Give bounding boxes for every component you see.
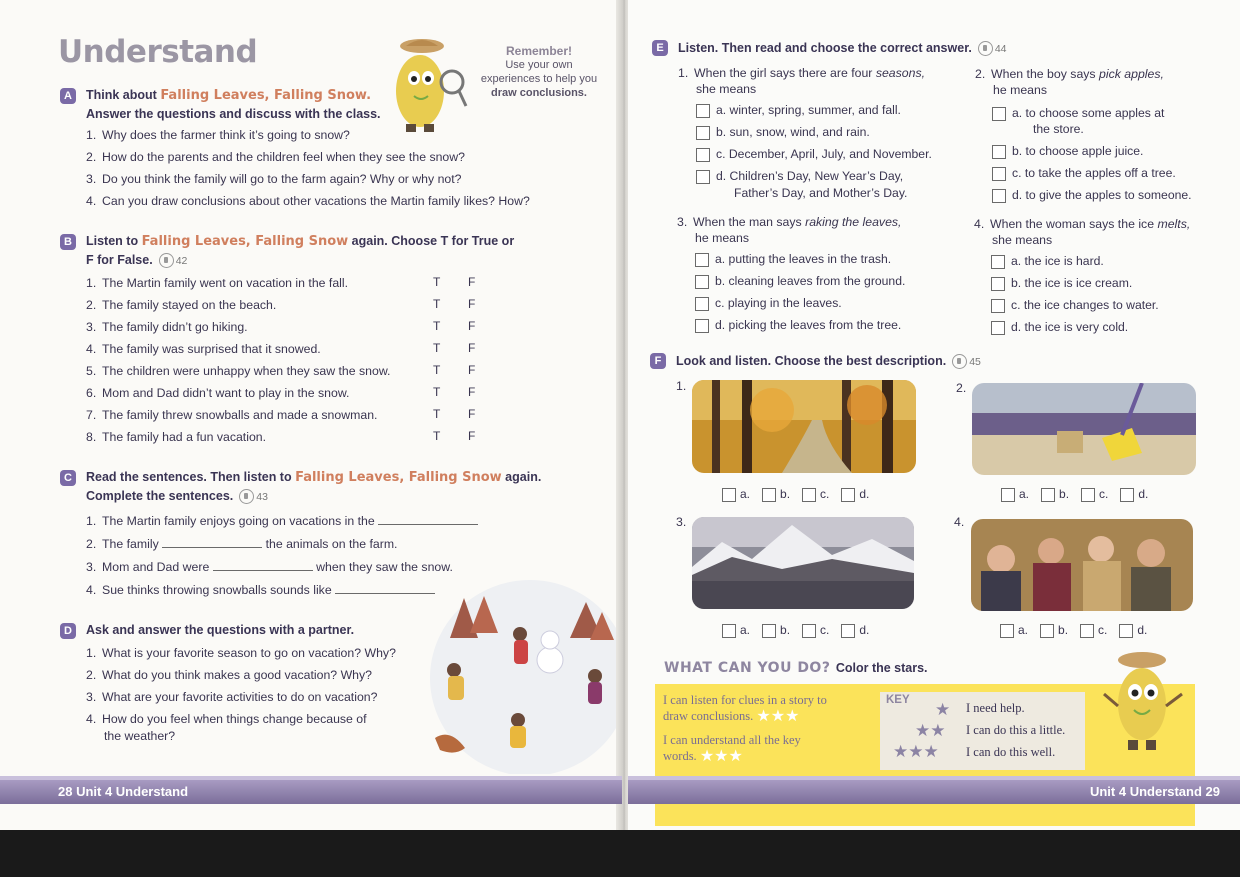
question-item: 3. Do you think the family will go to the farm again? Why or why not? [86, 172, 462, 186]
checkbox[interactable] [696, 104, 710, 118]
checkbox[interactable] [841, 488, 855, 502]
true-false-item: 2. The family stayed on the beach. [86, 298, 277, 312]
section-f-instruction: Look and listen. Choose the best description. 45 [676, 352, 981, 371]
true-false-item: 4. The family was surprised that it snowed. [86, 342, 321, 356]
false-option[interactable]: F [468, 385, 476, 399]
answer-blank[interactable] [335, 584, 435, 594]
false-option[interactable]: F [468, 297, 476, 311]
answer-option[interactable]: d. Children’s Day, New Year’s Day, [696, 169, 903, 184]
key-label: I need help. [966, 701, 1025, 715]
answer-option[interactable]: c. playing in the leaves. [695, 296, 842, 311]
section-a-instruction [86, 86, 381, 123]
false-option[interactable]: F [468, 341, 476, 355]
remember-line: Use your own [505, 59, 573, 71]
audio-icon[interactable] [978, 41, 993, 56]
question-stem: she means [696, 82, 757, 96]
true-option[interactable]: T [433, 407, 441, 421]
question-stem: she means [992, 233, 1053, 247]
false-option[interactable]: F [468, 275, 476, 289]
question-item-continuation: the weather? [104, 729, 176, 743]
true-false-item: 3. The family didn’t go hiking. [86, 320, 248, 334]
section-b-instruction: Listen to Falling Leaves, Falling Snow again. Choose T for True or F for False. 42 [86, 232, 514, 270]
checkbox[interactable] [1120, 488, 1134, 502]
checkbox[interactable] [696, 148, 710, 162]
checkbox[interactable] [722, 624, 736, 638]
checkbox[interactable] [696, 126, 710, 140]
section-badge-e: E [652, 40, 668, 56]
question-stem: he means [993, 83, 1048, 97]
answer-option-continuation: Father’s Day, and Mother’s Day. [734, 186, 908, 200]
star-icon: ★★★ [893, 742, 939, 761]
answer-option[interactable]: d. to give the apples to someone. [992, 188, 1192, 203]
checkbox[interactable] [1040, 624, 1054, 638]
true-option[interactable]: T [433, 363, 441, 377]
false-option[interactable]: F [468, 319, 476, 333]
question-item: 3. What are your favorite activities to do on vacation? [86, 690, 378, 704]
checkbox[interactable] [696, 170, 710, 184]
instruction-text: Think about [86, 88, 161, 102]
true-false-item: 8. The family had a fun vacation. [86, 430, 267, 444]
photo-number: 1. [676, 379, 687, 393]
star-icon[interactable]: ★ [728, 748, 743, 766]
answer-option[interactable]: d. picking the leaves from the tree. [695, 318, 901, 333]
story-title: Falling Leaves, Falling Snow. [160, 88, 372, 103]
checkbox[interactable] [1001, 488, 1015, 502]
checkbox[interactable] [991, 255, 1005, 269]
section-badge-d: D [60, 623, 76, 639]
photo-beach-sandcastle [972, 383, 1196, 475]
audio-track[interactable]: 45 [952, 353, 981, 371]
section-e-instruction: Listen. Then read and choose the correct answer. 44 [678, 39, 1007, 58]
audio-track[interactable]: 44 [978, 40, 1007, 58]
checkbox[interactable] [1080, 624, 1094, 638]
true-option[interactable]: T [433, 319, 441, 333]
what-can-you-do-heading: WHAT CAN YOU DO? Color the stars. [664, 660, 928, 676]
section-badge-f: F [650, 353, 666, 369]
star-icon[interactable]: ★ [785, 708, 800, 726]
audio-track[interactable]: 42 [159, 252, 188, 270]
checkbox[interactable] [992, 189, 1006, 203]
question-item: 2. What do you think makes a good vacation? Why? [86, 668, 372, 682]
page-title: Understand [58, 34, 258, 70]
photo-autumn-forest [692, 380, 916, 473]
question-stem: 4. When the woman says the ice melts, [974, 217, 1191, 231]
answer-blank[interactable] [213, 561, 313, 571]
star-icon: ★ [935, 700, 951, 719]
question-stem: 1. When the girl says there are four seasons, [678, 66, 926, 80]
answer-option[interactable]: c. December, April, July, and November. [696, 147, 932, 162]
true-false-item: 1. The Martin family went on vacation in the fall. [86, 276, 349, 290]
star-icon: ★★ [915, 721, 946, 740]
checkbox[interactable] [1081, 488, 1095, 502]
key-title: KEY [886, 694, 910, 706]
snow-scene-illustration [430, 578, 620, 774]
true-option[interactable]: T [433, 341, 441, 355]
answer-blank[interactable] [378, 515, 478, 525]
can-do-statement-1: I can listen for clues in a story to draw conclusions. ★★★ [663, 693, 827, 726]
false-option[interactable]: F [468, 363, 476, 377]
star-key [880, 692, 1085, 770]
story-title: Falling Leaves, Falling Snow [295, 470, 502, 485]
true-option[interactable]: T [433, 429, 441, 443]
photo-snowy-mountains [692, 517, 914, 609]
question-item: 1. What is your favorite season to go on vacation? Why? [86, 646, 396, 660]
answer-option-continuation: the store. [1033, 122, 1084, 136]
checkbox[interactable] [722, 488, 736, 502]
true-option[interactable]: T [433, 275, 441, 289]
can-do-statement-2: I can understand all the key words. ★★★ [663, 733, 801, 766]
checkbox[interactable] [992, 107, 1006, 121]
answer-option[interactable]: a. putting the leaves in the trash. [695, 252, 891, 267]
photo-family-campfire [971, 519, 1193, 611]
photo-4-choices: a. b. c. d. [1000, 623, 1147, 638]
photo-2-choices: a. b. c. d. [1001, 487, 1148, 502]
audio-icon[interactable] [239, 489, 254, 504]
checkbox[interactable] [991, 277, 1005, 291]
checkbox[interactable] [802, 624, 816, 638]
checkbox[interactable] [695, 275, 709, 289]
answer-option[interactable]: a. winter, spring, summer, and fall. [696, 103, 901, 118]
answer-option[interactable]: b. to choose apple juice. [992, 144, 1143, 159]
instruction-text: Answer the questions and discuss with the class. [86, 107, 381, 121]
checkbox[interactable] [802, 488, 816, 502]
answer-option[interactable]: b. the ice is ice cream. [991, 276, 1132, 291]
checkbox[interactable] [992, 145, 1006, 159]
true-option[interactable]: T [433, 297, 441, 311]
question-item: 4. How do you feel when things change because of [86, 712, 367, 726]
answer-option[interactable]: c. to take the apples off a tree. [992, 166, 1176, 181]
answer-option[interactable]: a. the ice is hard. [991, 254, 1104, 269]
checkbox[interactable] [762, 488, 776, 502]
question-item: 2. How do the parents and the children feel when they see the snow? [86, 150, 465, 164]
remember-tip [474, 44, 604, 100]
question-item: 4. Can you draw conclusions about other vacations the Martin family likes? How? [86, 194, 530, 208]
fill-in-item: 4. Sue thinks throwing snowballs sounds like [86, 582, 435, 598]
checkbox[interactable] [695, 319, 709, 333]
story-title: Falling Leaves, Falling Snow [141, 234, 349, 249]
answer-option[interactable]: a. to choose some apples at [992, 106, 1164, 121]
key-label: I can do this well. [966, 745, 1056, 759]
mascot-illustration [1100, 646, 1186, 756]
audio-icon[interactable] [159, 253, 174, 268]
section-c-instruction: Read the sentences. Then listen to Falling Leaves, Falling Snow again. Complete the sentences. 43 [86, 468, 541, 506]
mascot-illustration [384, 36, 474, 136]
star-icon[interactable]: ★ [770, 708, 786, 726]
section-badge-b: B [60, 234, 76, 250]
checkbox[interactable] [1041, 488, 1055, 502]
true-false-item: 5. The children were unhappy when they saw the snow. [86, 364, 391, 378]
remember-line: experiences to help you [480, 73, 598, 85]
question-stem: 2. When the boy says pick apples, [975, 67, 1164, 81]
checkbox[interactable] [695, 253, 709, 267]
question-stem: he means [695, 231, 750, 245]
true-false-item: 7. The family threw snowballs and made a snowman. [86, 408, 378, 422]
checkbox[interactable] [841, 624, 855, 638]
star-icon[interactable]: ★ [756, 708, 771, 726]
photo-number: 4. [954, 515, 965, 529]
fill-in-item: 1. The Martin family enjoys going on vacations in the [86, 513, 478, 529]
fill-in-item: 3. Mom and Dad were when they saw the snow. [86, 560, 453, 574]
true-option[interactable]: T [433, 385, 441, 399]
answer-option[interactable]: d. the ice is very cold. [991, 320, 1128, 335]
checkbox[interactable] [695, 297, 709, 311]
answer-blank[interactable] [162, 538, 262, 548]
key-label: I can do this a little. [966, 723, 1066, 737]
section-badge-c: C [60, 470, 76, 486]
checkbox[interactable] [991, 321, 1005, 335]
audio-track[interactable]: 43 [239, 488, 268, 506]
page-footer-right: Unit 4 Understand 29 [628, 780, 1240, 804]
photo-number: 3. [676, 515, 687, 529]
question-stem: 3. When the man says raking the leaves, [677, 215, 902, 229]
answer-option[interactable]: b. cleaning leaves from the ground. [695, 274, 905, 289]
remember-line: draw conclusions. [491, 87, 587, 99]
photo-number: 2. [956, 381, 967, 395]
star-icon[interactable]: ★ [699, 748, 715, 766]
fill-in-item: 2. The family the animals on the farm. [86, 537, 398, 551]
checkbox[interactable] [991, 299, 1005, 313]
checkbox[interactable] [1119, 624, 1133, 638]
checkbox[interactable] [992, 167, 1006, 181]
star-icon[interactable]: ★ [714, 748, 729, 766]
answer-option[interactable]: c. the ice changes to water. [991, 298, 1159, 313]
section-badge-a: A [60, 88, 76, 104]
photo-3-choices: a. b. c. d. [722, 623, 869, 638]
photo-1-choices: a. b. c. d. [722, 487, 869, 502]
false-option[interactable]: F [468, 429, 476, 443]
answer-option[interactable]: b. sun, snow, wind, and rain. [696, 125, 870, 140]
left-page [0, 0, 622, 830]
section-d-instruction: Ask and answer the questions with a partner. [86, 623, 355, 637]
audio-icon[interactable] [952, 354, 967, 369]
remember-title: Remember! [505, 44, 573, 58]
checkbox[interactable] [1000, 624, 1014, 638]
true-false-item: 6. Mom and Dad didn’t want to play in the snow. [86, 386, 350, 400]
false-option[interactable]: F [468, 407, 476, 421]
question-item: 1. Why does the farmer think it’s going to snow? [86, 128, 350, 142]
page-footer-left: 28 Unit 4 Understand [0, 780, 622, 804]
checkbox[interactable] [762, 624, 776, 638]
